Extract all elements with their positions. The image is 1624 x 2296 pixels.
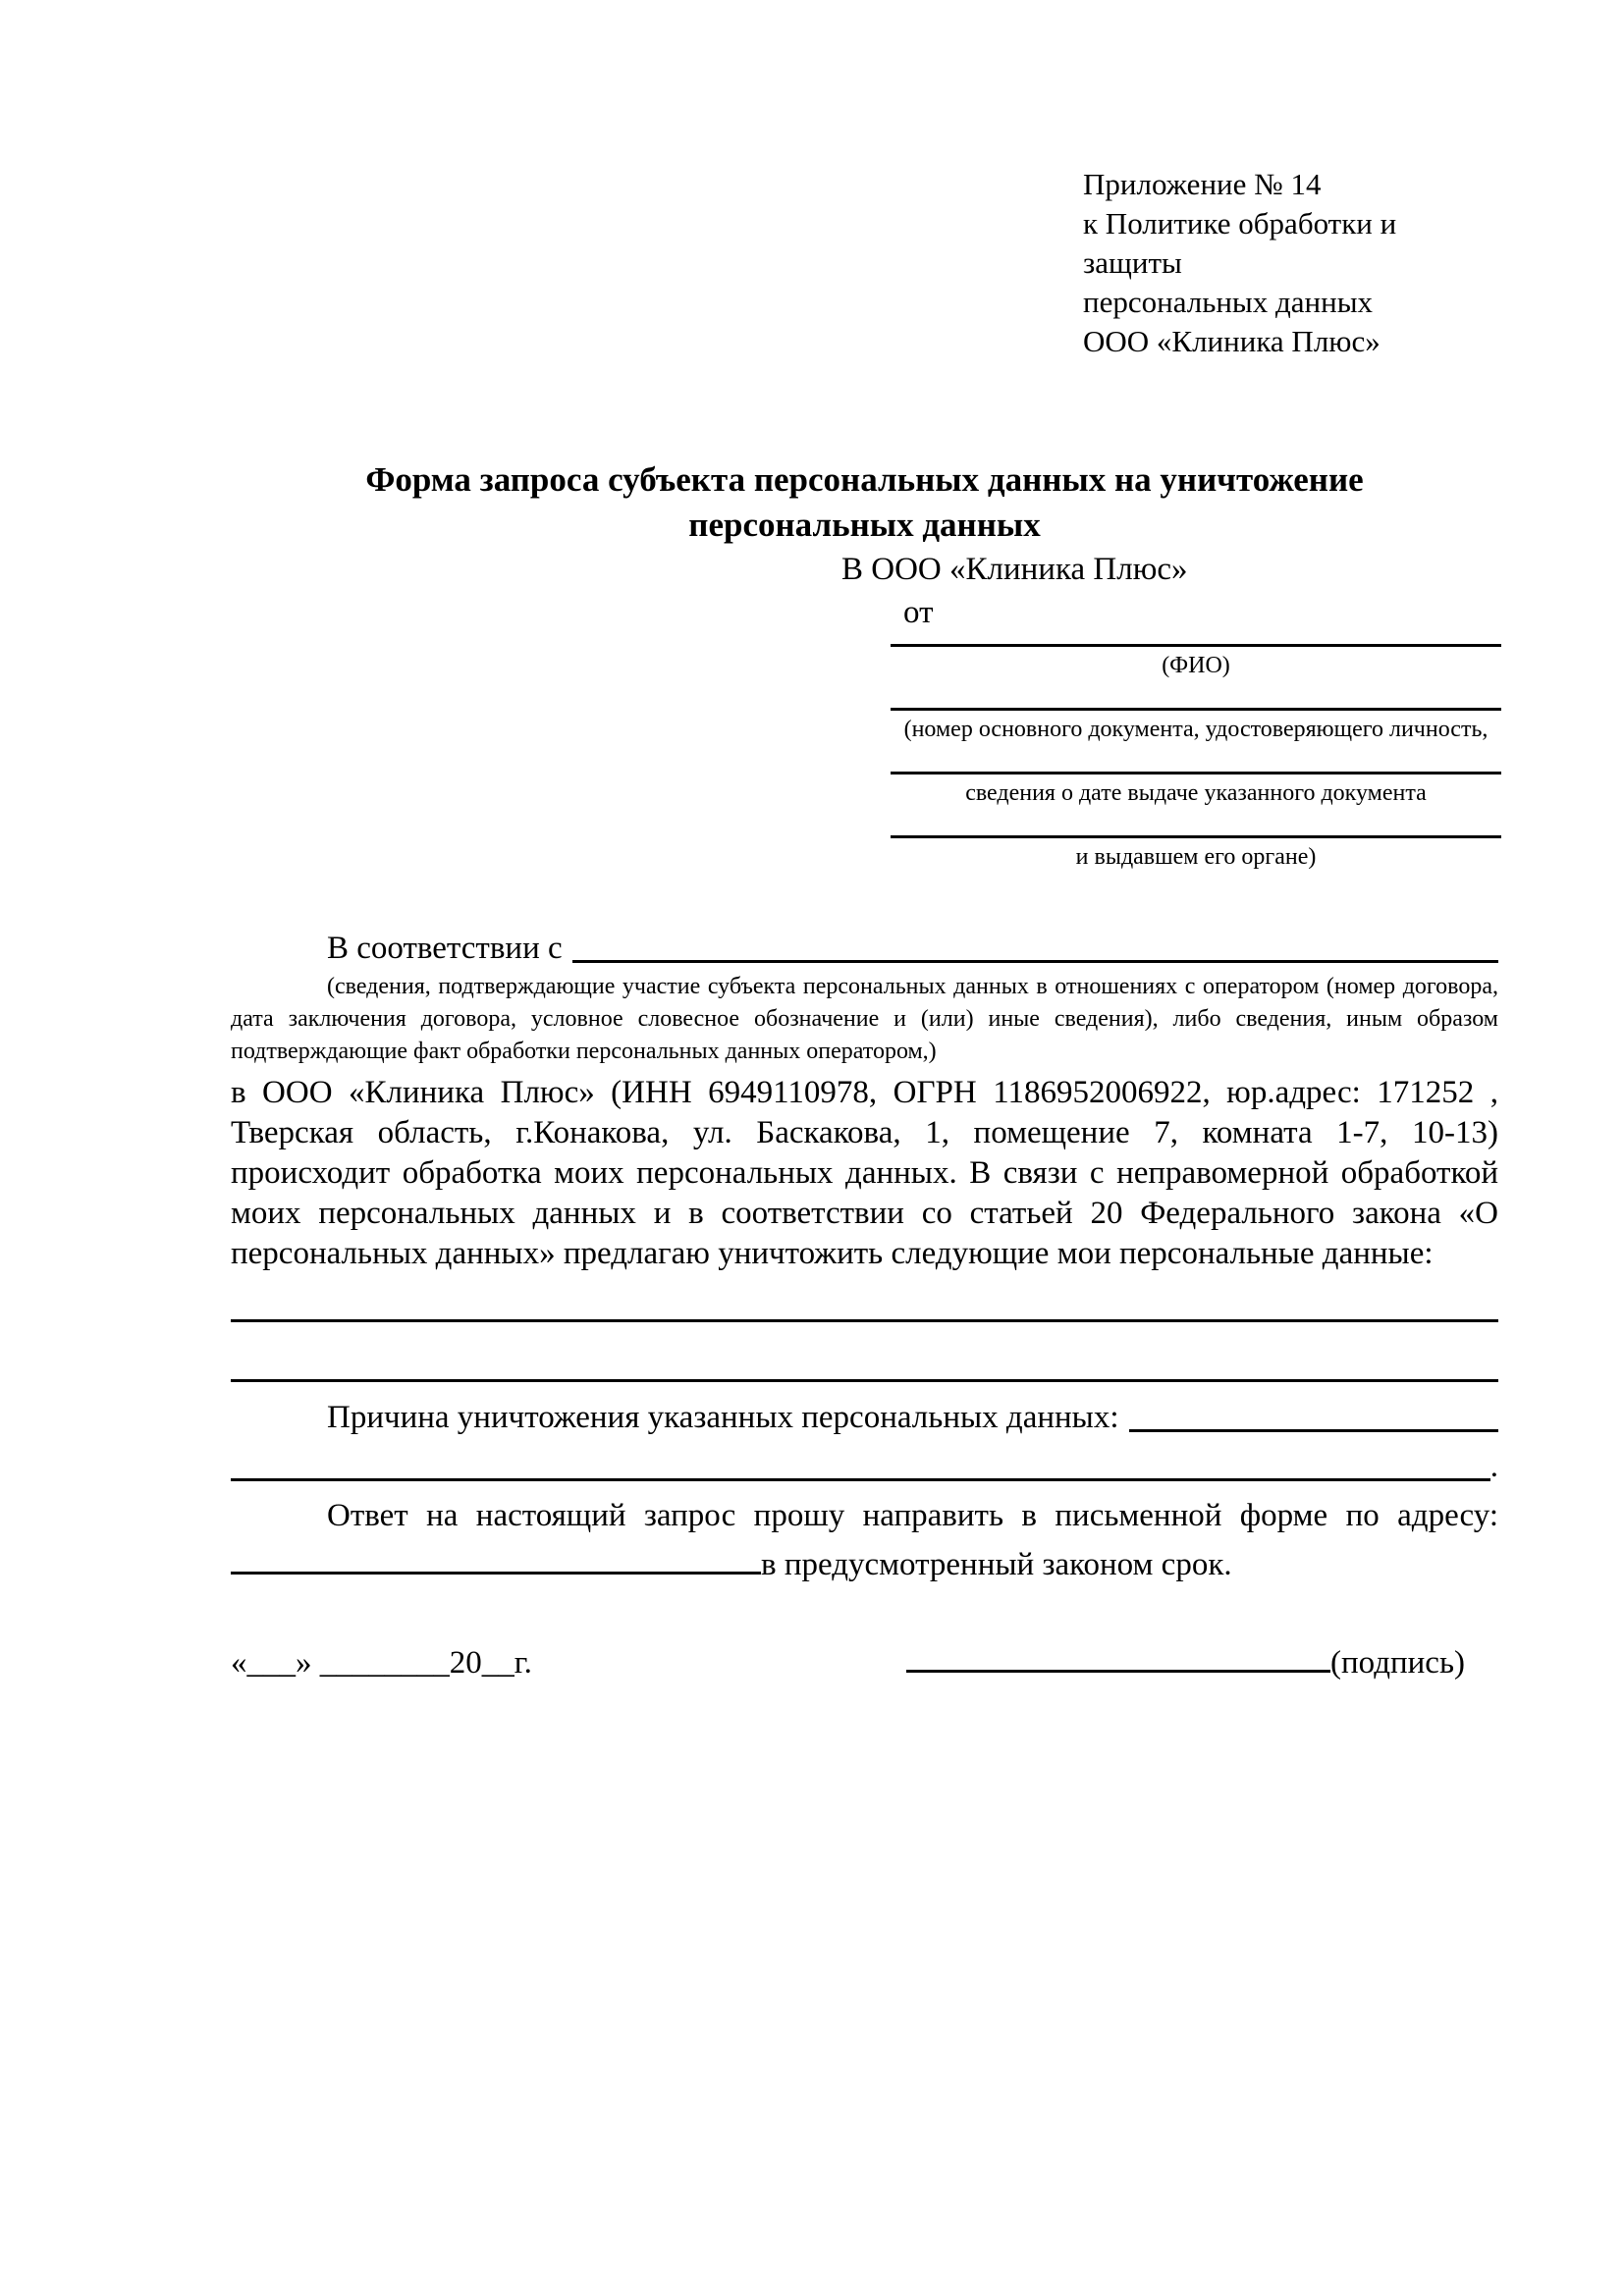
doc-number-fill-line	[891, 700, 1501, 711]
appendix-line: персональных данных	[1083, 285, 1374, 319]
according-row	[231, 927, 1498, 970]
fio-fill-line	[891, 636, 1501, 647]
blank-fill-line-2	[231, 1322, 1498, 1382]
issuer-fill-line	[891, 828, 1501, 838]
according-label: В соответствии с	[327, 931, 563, 966]
reason-continuation-line	[231, 1478, 1490, 1481]
fio-caption: (ФИО)	[1162, 653, 1230, 678]
reason-continuation-row	[231, 1439, 1498, 1488]
appendix-line: к Политике обработки и защиты	[1083, 206, 1397, 280]
issue-date-field	[891, 764, 1501, 808]
issuer-caption: и выдавшем его органе)	[1075, 844, 1317, 870]
addressee-fields	[891, 636, 1501, 872]
doc-number-caption: (номер основного документа, удостоверяющего личность,	[903, 717, 1489, 742]
response-tail-row	[231, 1539, 1498, 1586]
issue-date-fill-line	[891, 764, 1501, 774]
doc-number-field	[891, 700, 1501, 744]
page-title-line-1: Форма запроса субъекта персональных данных на уничтожение	[365, 460, 1364, 499]
page-title-line-2: персональных данных	[688, 506, 1041, 544]
according-fill-line	[572, 960, 1498, 963]
signature-fill-line	[906, 1637, 1330, 1673]
main-paragraph: в ООО «Клиника Плюс» (ИНН 6949110978, ОГРН 1186952006922, юр.адрес: 171252 , Тверская область, г.Конакова, ул. Баскакова, 1, помещение 7, комната 1-7, 10-13) происходит обработка моих персональных данных. В связи с неправомерной обработкой моих персональных данных и в соответствии со статьей 20 Федерального закона «О персональных данных» предлагаю уничтожить следующие мои персональные данные:	[231, 1075, 1498, 1271]
according-footnote: (сведения, подтверждающие участие субъекта персональных данных в отношениях с оператором (номер договора, дата заключения договора, условное словесное обозначение и (или) иные сведения), либо сведения, иным образом подтверждающие факт обработки персональных данных оператором,)	[231, 974, 1498, 1064]
response-address-fill-line	[231, 1539, 761, 1575]
document-content	[231, 0, 1498, 1684]
issuer-field	[891, 828, 1501, 872]
appendix-note	[1083, 165, 1498, 361]
appendix-line: ООО «Клиника Плюс»	[1083, 324, 1380, 358]
response-address-sentence: Ответ на настоящий запрос прошу направить в письменной форме по адресу:	[327, 1498, 1498, 1533]
reason-row	[231, 1396, 1498, 1439]
appendix-line: Приложение № 14	[1083, 167, 1322, 201]
response-tail-text: в предусмотренный законом срок.	[761, 1547, 1232, 1582]
fio-field	[891, 636, 1501, 680]
page-title	[231, 457, 1498, 548]
date-field: «___» ________20__г.	[231, 1645, 532, 1681]
signature-block	[906, 1637, 1465, 1684]
sentence-period: .	[1489, 1449, 1498, 1484]
signature-caption: (подпись)	[1330, 1645, 1465, 1681]
addressee-from-label: от	[903, 595, 934, 630]
issue-date-caption: сведения о дате выдаче указанного документа	[965, 780, 1427, 806]
reason-fill-line	[1129, 1429, 1498, 1432]
blank-fill-line-1	[231, 1274, 1498, 1322]
reason-label: Причина уничтожения указанных персональных данных:	[327, 1400, 1119, 1435]
date-signature-row	[231, 1637, 1498, 1684]
addressee-to: В ООО «Клиника Плюс»	[841, 552, 1188, 587]
